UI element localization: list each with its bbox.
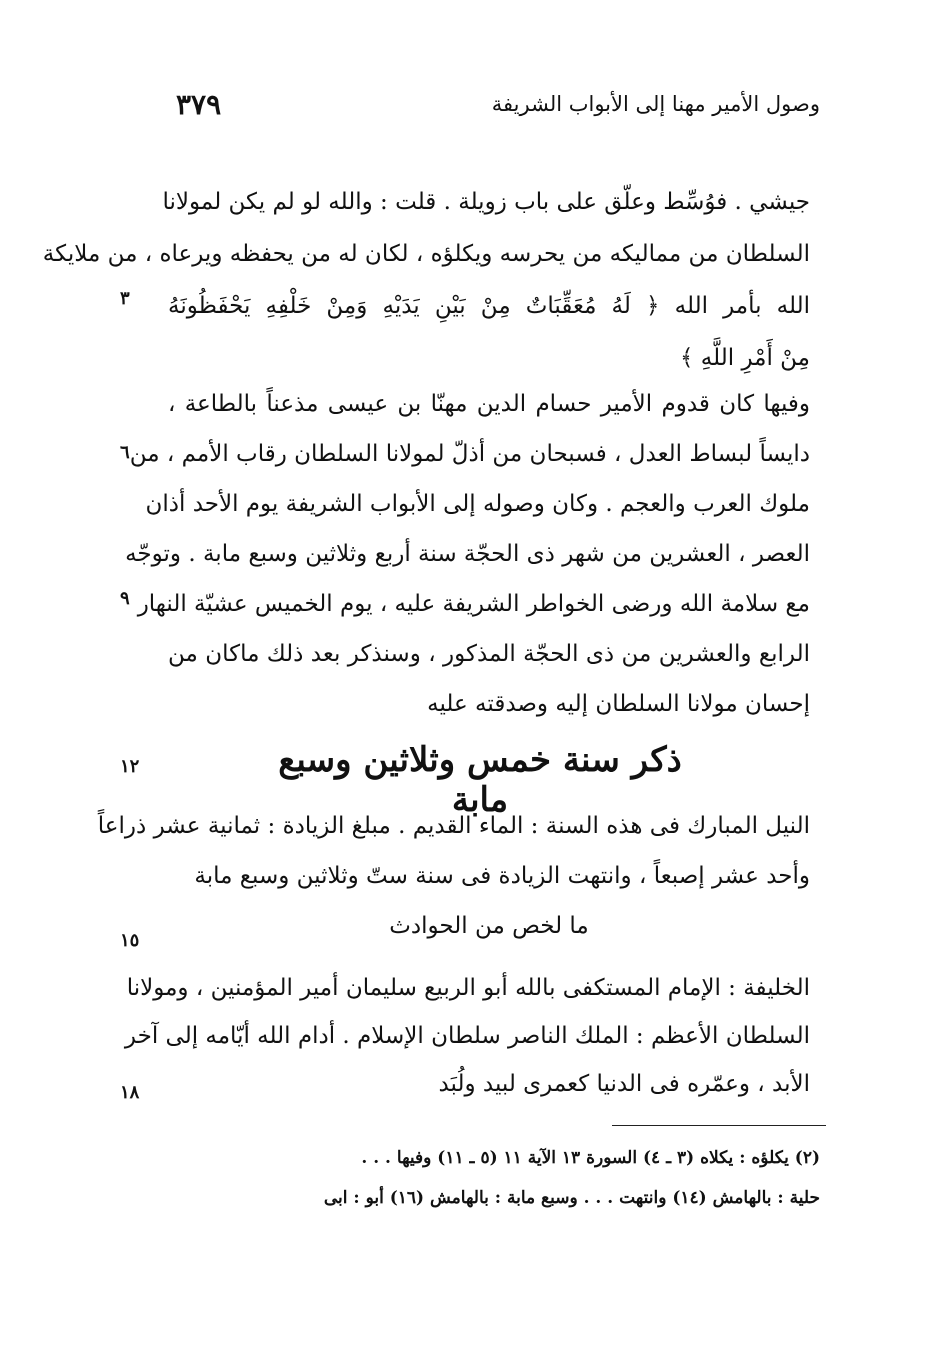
line-number: ١٥ [120,930,140,951]
line-number: ١٨ [120,1082,140,1103]
text-line: مع سلامة الله ورضى الخواطر الشريفة عليه ، يوم الخميس عشيّة النهار [137,591,810,617]
line-number: ٣ [120,288,130,309]
text-line: وأحد عشر إصبعاً ، وانتهت الزيادة فى سنة ستّ وثلاثين وسبع مابة [194,863,810,889]
paragraph-3 [97,800,810,910]
text-line: ملوك العرب والعجم . وكان وصوله إلى الأبواب الشريفة يوم الأحد أذان [145,491,810,517]
text-line: جيشي . فوُسِّط وعلّق على باب زويلة . قلت : والله لو لم يكن لمولانا [162,189,810,215]
text-line: الأبد ، وعمّره فى الدنيا كعمرى لبيد ولُبَد [438,1071,810,1097]
subheading-block [168,900,810,952]
text-line: العصر ، العشرين من شهر ذى الحجّة سنة أربع وثلاثين وسبع مابة . وتوجّه [125,541,810,567]
footnote-line: حلية : بالهامش (١٤) وانتهت . . . وسبع مابة : بالهامش (١٦) أبو : ابى [323,1188,820,1208]
text-line: إحسان مولانا السلطان إليه وصدقته عليه [427,691,810,717]
line-number: ٩ [120,588,130,609]
text-line: دايساً لبساط العدل ، فسبحان من أذلّ لمولانا السلطان رقاب الأمم ، من [129,441,810,467]
running-header [140,88,820,128]
quran-verse-line: الله بأمر الله ﴿ لَهُ مُعَقِّبَاتٌ مِنْ بَيْنِ يَدَيْهِ وَمِنْ خَلْفِهِ يَحْفَظُونَهُ [168,293,810,319]
paragraph-2 [125,378,810,738]
footnote-line: (٢) يكلؤه : يكلاه (٣ ـ ٤) السورة ١٣ الآية ١١ (٥ ـ ١١) وفيها . . . [361,1148,820,1168]
text-line: الخليفة : الإمام المستكفى بالله أبو الربيع سليمان أمير المؤمنين ، ومولانا [126,975,810,1001]
text-line: الرابع والعشرين من ذى الحجّة المذكور ، وسنذكر بعد ذلك ماكان من [168,641,810,667]
text-line: السلطان من مماليكه من يحرسه ويكلؤه ، لكان له من يحفظه ويرعاه ، من ملايكة [42,241,810,267]
paragraph-1 [42,176,810,386]
text-line: السلطان الأعظم : الملك الناصر سلطان الإسلام . أدام الله أيّامه إلى آخر [124,1023,810,1049]
footnotes [160,1148,820,1228]
line-number: ٦ [120,442,130,463]
text-line: النيل المبارك فى هذه السنة : الماء القديم . مبلغ الزيادة : ثمانية عشر ذراعاً [97,813,810,839]
running-title: وصول الأمير مهنا إلى الأبواب الشريفة [491,92,820,116]
quran-verse-line: مِنْ أَمْرِ اللَّهِ ﴾ [680,345,810,371]
line-number: ١٢ [120,756,140,777]
page-number: ٣٧٩ [176,88,222,121]
section-heading: ذكر سنة خمس وثلاثين وسبع مابة [278,740,682,820]
subheading: ما لخص من الحوادث [389,913,589,939]
text-line: وفيها كان قدوم الأمير حسام الدين مهنّا بن عيسى مذعناً بالطاعة ، [168,391,810,417]
footnote-divider [612,1125,826,1126]
